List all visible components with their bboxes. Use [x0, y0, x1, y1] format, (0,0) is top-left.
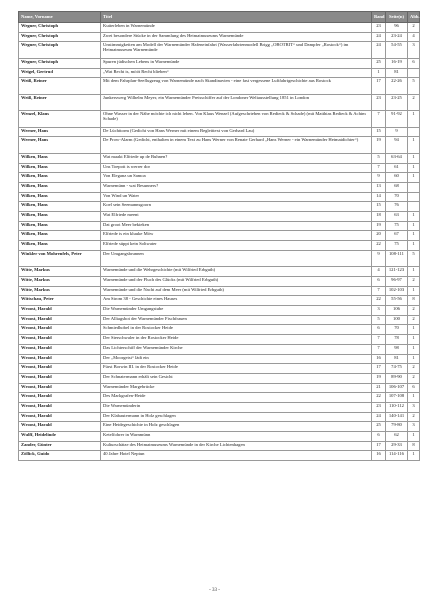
header-title: Titel [101, 12, 372, 23]
author-name-cell: Weigel, Gertrud [19, 68, 101, 78]
author-name-cell: Winkler von Mohrenfels, Peter [19, 250, 101, 267]
pages-cell: 55-56 [386, 296, 408, 306]
band-cell: 21 [372, 383, 386, 393]
pages-cell: 78 [386, 335, 408, 345]
author-name-cell: Weiß, Reiner [19, 78, 101, 95]
pages-cell: 91-92 [386, 111, 408, 128]
table-row [19, 202, 420, 212]
figures-cell: 6 [408, 58, 420, 68]
author-name-cell: Wilken, Hans [19, 163, 101, 173]
author-name-cell: Wilken, Hans [19, 241, 101, 251]
article-title-cell: Der „Moorgeist“ lädt ein [101, 354, 372, 364]
article-title-cell: Wat maakt Elfriede up de Buhnen? [101, 153, 372, 163]
author-name-cell: Werner, Hans [19, 137, 101, 154]
author-name-cell: Zander, Günter [19, 441, 101, 451]
article-title-cell: Von Wind un Water [101, 192, 372, 202]
band-cell: 13 [372, 183, 386, 193]
table-row [19, 451, 420, 461]
table-header-row [19, 12, 420, 23]
article-title-cell: De Lüchttorm (Gedicht von Hans Werner mit einem Begleittext von Gerhard Lau) [101, 127, 372, 137]
article-title-cell: Des Markgrafen-Heide [101, 393, 372, 403]
figures-cell: 1 [408, 163, 420, 173]
author-name-cell: Wilken, Hans [19, 183, 101, 193]
pages-cell: 96-97 [386, 277, 408, 287]
pages-cell: 89-90 [386, 373, 408, 383]
pages-cell: 108-111 [386, 250, 408, 267]
pages-cell: 23-25 [386, 94, 408, 111]
header-name: Name, Vorname [19, 12, 101, 23]
page-number: - 33 - [209, 588, 220, 593]
author-index-table [18, 11, 420, 461]
table-row [19, 231, 420, 241]
pages-cell: 70 [386, 192, 408, 202]
author-name-cell: Witte, Markus [19, 286, 101, 296]
author-name-cell: Wilken, Hans [19, 212, 101, 222]
article-title-cell: Warnemünde und die Nacht auf dem Meer (mit Wilfried Erbguth) [101, 286, 372, 296]
figures-cell: 1 [408, 354, 420, 364]
pages-cell: 140-141 [386, 412, 408, 422]
article-title-cell: Der Klabautermann in Holz geschlagen [101, 412, 372, 422]
article-title-cell: Warnemünder Margebrücke [101, 383, 372, 393]
pages-cell: 75 [386, 221, 408, 231]
table-row [19, 153, 420, 163]
pages-cell: 74-75 [386, 364, 408, 374]
band-cell: 24 [372, 42, 386, 59]
pages-cell: 94 [386, 137, 408, 154]
pages-cell: 110-112 [386, 402, 408, 412]
band-cell: 7 [372, 344, 386, 354]
table-body [19, 23, 420, 461]
figures-cell [408, 127, 420, 137]
article-title-cell: De Prow-Alarm (Gedicht, enthalten in einem Text zu Hans Werner von Renate Gerhard „Hans Werner - ein Warnemünder Heimatdichter“) [101, 137, 372, 154]
author-name-cell: Weiß, Reiner [19, 94, 101, 111]
pages-cell: 102-103 [386, 286, 408, 296]
figures-cell: 1 [408, 335, 420, 345]
article-title-cell: Elfriede is ein kluuke Möw [101, 231, 372, 241]
author-name-cell: Witte, Markus [19, 277, 101, 287]
pages-cell: 96 [386, 23, 408, 33]
pages-cell: 62 [386, 432, 408, 442]
author-name-cell: Wroost, Harald [19, 422, 101, 432]
band-cell: 14 [372, 192, 386, 202]
author-name-cell: Wilken, Hans [19, 153, 101, 163]
figures-cell: 2 [408, 277, 420, 287]
table-row [19, 335, 420, 345]
article-title-cell: Der Umgangsbrunnen [101, 250, 372, 267]
table-row [19, 137, 420, 154]
header-band: Band [372, 12, 386, 23]
figures-cell [408, 68, 420, 78]
figures-cell: 1 [408, 221, 420, 231]
author-name-cell: Wittschau, Peter [19, 296, 101, 306]
author-name-cell: Wroost, Harald [19, 383, 101, 393]
figures-cell: 1 [408, 241, 420, 251]
author-name-cell: Wegner, Christoph [19, 42, 101, 59]
article-title-cell: Dat groot Meer bekieken [101, 221, 372, 231]
band-cell: 23 [372, 23, 386, 33]
author-name-cell: Wilken, Hans [19, 173, 101, 183]
figures-cell: 1 [408, 325, 420, 335]
band-cell: 9 [372, 250, 386, 267]
band-cell: 19 [372, 373, 386, 383]
article-title-cell: Koel sein Seemannsgoorn [101, 202, 372, 212]
band-cell: 17 [372, 364, 386, 374]
table-row [19, 432, 420, 442]
figures-cell: 1 [408, 432, 420, 442]
article-title-cell: Die Warnemünderin [101, 402, 372, 412]
figures-cell: 3 [408, 422, 420, 432]
article-title-cell: „Wat Recht is, mööt Recht blieben“ [101, 68, 372, 78]
table-row [19, 441, 420, 451]
table-row [19, 286, 420, 296]
figures-cell: 8 [408, 296, 420, 306]
band-cell: 5 [372, 315, 386, 325]
band-cell: 25 [372, 422, 386, 432]
band-cell: 25 [372, 58, 386, 68]
band-cell: 3 [372, 306, 386, 316]
band-cell: 20 [372, 231, 386, 241]
table-row [19, 344, 420, 354]
author-name-cell: Wroost, Harald [19, 335, 101, 345]
article-title-cell: Der Sterschwaler in der Rostocker Heide [101, 335, 372, 345]
pages-cell: 114-116 [386, 451, 408, 461]
figures-cell: 1 [408, 137, 420, 154]
figures-cell: 2 [408, 94, 420, 111]
figures-cell [408, 202, 420, 212]
band-cell: 18 [372, 212, 386, 222]
band-cell: 6 [372, 432, 386, 442]
article-title-cell: Die Warnemünder Umgangstube [101, 306, 372, 316]
pages-cell: 121-123 [386, 267, 408, 277]
author-name-cell: Wulff, Heidelinde [19, 432, 101, 442]
table-row [19, 127, 420, 137]
band-cell: 7 [372, 335, 386, 345]
pages-cell: 76 [386, 202, 408, 212]
figures-cell: 2 [408, 373, 420, 383]
pages-cell: 54-55 [386, 42, 408, 59]
header-seite: Seite(n) [386, 12, 408, 23]
pages-cell: 98 [386, 344, 408, 354]
article-title-cell: Kulturschätze des Heimatmuseums Warnemünde in der Kirche Lichtenhagen [101, 441, 372, 451]
pages-cell: 9 [386, 127, 408, 137]
table-row [19, 32, 420, 42]
article-title-cell: Warnemünde und die Wehrgeschichte (mit Wilfried Erbguth) [101, 267, 372, 277]
author-name-cell: Wenzel, Klaus [19, 111, 101, 128]
figures-cell: 2 [408, 23, 420, 33]
article-title-cell: Elfriede süppt kein Soltwater [101, 241, 372, 251]
article-title-cell: Wat Elfriede meent [101, 212, 372, 222]
author-name-cell: Wilken, Hans [19, 221, 101, 231]
pages-cell: 67 [386, 231, 408, 241]
table-row [19, 192, 420, 202]
figures-cell: 1 [408, 153, 420, 163]
band-cell: 22 [372, 393, 386, 403]
article-title-cell: Der Schnatermann erhält sein Gesicht [101, 373, 372, 383]
band-cell: 19 [372, 137, 386, 154]
figures-cell: 1 [408, 451, 420, 461]
author-name-cell: Zöllick, Guido [19, 451, 101, 461]
table-row [19, 315, 420, 325]
pages-cell: 22-26 [386, 78, 408, 95]
figures-cell: 1 [408, 286, 420, 296]
band-cell: 24 [372, 412, 386, 422]
pages-cell: 16-19 [386, 58, 408, 68]
band-cell: 24 [372, 32, 386, 42]
table-row [19, 354, 420, 364]
table-row [19, 383, 420, 393]
pages-cell: 23-24 [386, 32, 408, 42]
table-row [19, 42, 420, 59]
article-title-cell: Fürst Borwin III. in der Rostocker Heide [101, 364, 372, 374]
pages-cell: 68 [386, 183, 408, 193]
band-cell: 9 [372, 173, 386, 183]
band-cell: 16 [372, 354, 386, 364]
article-title-cell: Zwei besondere Stücke in der Sammlung des Heimatmuseums Warnemünde [101, 32, 372, 42]
figures-cell: 1 [408, 212, 420, 222]
article-title-cell: Unstimmigkeiten am Modell der Warnemünder Hafeneinfahrt (Wasserfahrtenmodell Brigg „OBOTRIT“ und Dampfer „Rostock“) im Heimatmuseum Warnemünde [101, 42, 372, 59]
author-name-cell: Wroost, Harald [19, 306, 101, 316]
author-name-cell: Wroost, Harald [19, 315, 101, 325]
figures-cell: 5 [408, 250, 420, 267]
article-title-cell: Am Strom 38 - Geschichte eines Hauses [101, 296, 372, 306]
band-cell: 7 [372, 111, 386, 128]
table-row [19, 325, 420, 335]
band-cell: 23 [372, 402, 386, 412]
author-name-cell: Wroost, Harald [19, 354, 101, 364]
figures-cell [408, 183, 420, 193]
figures-cell: 1 [408, 231, 420, 241]
figures-cell: 1 [408, 344, 420, 354]
pages-cell: 63-64 [386, 153, 408, 163]
band-cell: 15 [372, 127, 386, 137]
band-cell: 7 [372, 286, 386, 296]
article-title-cell: Spuren jüdischen Lebens in Warnemünde [101, 58, 372, 68]
pages-cell: 81 [386, 354, 408, 364]
author-name-cell: Wilken, Hans [19, 231, 101, 241]
table-row [19, 306, 420, 316]
article-title-cell: Das Lichterschiff der Warnemünder Kirche [101, 344, 372, 354]
figures-cell: 5 [408, 78, 420, 95]
pages-cell: 106 [386, 306, 408, 316]
table-row [19, 221, 420, 231]
article-title-cell: Warnemünde und der Fluch des Glücks (mit Wilfried Erbguth) [101, 277, 372, 287]
band-cell: 22 [372, 296, 386, 306]
pages-cell: 70 [386, 325, 408, 335]
author-name-cell: Wroost, Harald [19, 402, 101, 412]
figures-cell: 3 [408, 42, 420, 59]
table-row [19, 364, 420, 374]
figures-cell: 1 [408, 111, 420, 128]
band-cell: 7 [372, 163, 386, 173]
article-title-cell: Mit dem Fahrplan-Seeflugzeug von Warnemünde nach Skandinavien - eine fast vergessene Luftfahrtgeschichte aus Rostock [101, 78, 372, 95]
band-cell: 23 [372, 94, 386, 111]
author-name-cell: Wroost, Harald [19, 393, 101, 403]
pages-cell: 106-107 [386, 383, 408, 393]
table-row [19, 23, 420, 33]
band-cell: 17 [372, 441, 386, 451]
table-row [19, 296, 420, 306]
table-row [19, 241, 420, 251]
band-cell: 6 [372, 325, 386, 335]
author-name-cell: Wilken, Hans [19, 192, 101, 202]
band-cell: 6 [372, 277, 386, 287]
figures-cell: 2 [408, 306, 420, 316]
author-name-cell: Wilken, Hans [19, 202, 101, 212]
pages-cell: 29-33 [386, 441, 408, 451]
figures-cell: 3 [408, 402, 420, 412]
article-title-cell: Von Eleganz un Samoa [101, 173, 372, 183]
article-title-cell: 40 Jahre Hotel Neptun [101, 451, 372, 461]
author-name-cell: Wroost, Harald [19, 325, 101, 335]
band-cell: 19 [372, 221, 386, 231]
article-title-cell: Ohne Wasser in der Nähe möchte ich nicht leben. Von Klaus Wenzel (Aufgeschrieben von Redieck & Schade) (mit Matthias Redieck & Achim Schade) [101, 111, 372, 128]
author-name-cell: Wroost, Harald [19, 412, 101, 422]
band-cell: 22 [372, 241, 386, 251]
figures-cell: 1 [408, 393, 420, 403]
table-row [19, 111, 420, 128]
table-row [19, 163, 420, 173]
pages-cell: 81 [386, 68, 408, 78]
article-title-cell: Ketelfohrer in Warnmünn [101, 432, 372, 442]
article-title-cell: Junkerswerg Wilhelm Meyer, ein Warnemünder Preisschiffer auf der Londoner Weltausstellung 1851 in London [101, 94, 372, 111]
table-row [19, 212, 420, 222]
figures-cell: 2 [408, 412, 420, 422]
table-row [19, 250, 420, 267]
figures-cell: 1 [408, 173, 420, 183]
table-row [19, 277, 420, 287]
band-cell: 15 [372, 202, 386, 212]
figures-cell: 6 [408, 383, 420, 393]
figures-cell: 2 [408, 315, 420, 325]
table-row [19, 373, 420, 383]
figures-cell: 4 [408, 32, 420, 42]
table-row [19, 267, 420, 277]
band-cell: 16 [372, 451, 386, 461]
band-cell: 4 [372, 267, 386, 277]
author-name-cell: Wroost, Harald [19, 344, 101, 354]
header-abb: Abb. [408, 12, 420, 23]
article-title-cell: Kutterleben in Warnemünde [101, 23, 372, 33]
figures-cell: 2 [408, 364, 420, 374]
table-row [19, 58, 420, 68]
pages-cell: 75 [386, 241, 408, 251]
pages-cell: 61 [386, 163, 408, 173]
figures-cell [408, 192, 420, 202]
pages-cell: 100 [386, 315, 408, 325]
author-name-cell: Werner, Hans [19, 127, 101, 137]
article-title-cell: Eine Heidegeschichte in Holz geschlagen [101, 422, 372, 432]
pages-cell: 79-80 [386, 422, 408, 432]
figures-cell: 1 [408, 267, 420, 277]
table-row [19, 422, 420, 432]
band-cell: 5 [372, 153, 386, 163]
table-row [19, 173, 420, 183]
table-row [19, 183, 420, 193]
band-cell: 1 [372, 68, 386, 78]
figures-cell: 8 [408, 441, 420, 451]
table-row [19, 412, 420, 422]
author-name-cell: Wegner, Christoph [19, 58, 101, 68]
table-row [19, 94, 420, 111]
table-row [19, 402, 420, 412]
table-row [19, 393, 420, 403]
pages-cell: 107-108 [386, 393, 408, 403]
article-title-cell: Warnemünn - wat Besunners? [101, 183, 372, 193]
pages-cell: 60 [386, 173, 408, 183]
article-title-cell: Der Alltagsbot der Warnemünder Fischfrauen [101, 315, 372, 325]
band-cell: 17 [372, 78, 386, 95]
table-row [19, 78, 420, 95]
author-name-cell: Wegner, Christoph [19, 23, 101, 33]
author-name-cell: Wroost, Harald [19, 373, 101, 383]
pages-cell: 63 [386, 212, 408, 222]
author-name-cell: Wroost, Harald [19, 364, 101, 374]
table-row [19, 68, 420, 78]
author-name-cell: Witte, Markus [19, 267, 101, 277]
article-title-cell: Uns Toepott is werrer dor [101, 163, 372, 173]
author-name-cell: Wegner, Christoph [19, 32, 101, 42]
article-title-cell: Schmiedhobel in der Rostocker Heide [101, 325, 372, 335]
